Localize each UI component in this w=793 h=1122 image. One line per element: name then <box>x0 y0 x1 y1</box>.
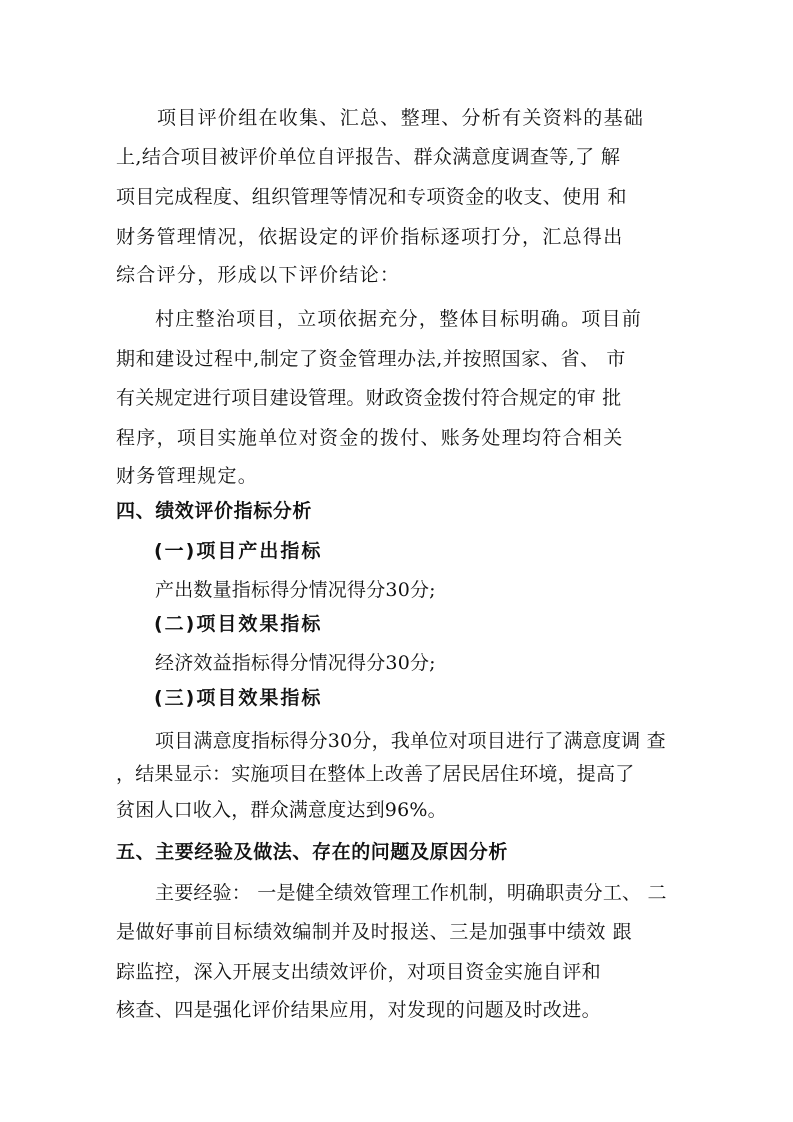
section5-line-4: 核查、四是强化评价结果应用，对发现的问题及时改进。 <box>116 999 602 1021</box>
section5-line-2: 是做好事前目标绩效编制并及时报送、三是加强事中绩效 跟 <box>116 921 633 943</box>
paragraph1-line-2: 上,结合项目被评价单位自评报告、群众满意度调查等,了 解 <box>116 146 621 168</box>
section4-sub2-heading: (二)项目效果指标 <box>154 613 323 635</box>
paragraph1-line-4: 财务管理情况，依据设定的评价指标逐项打分，汇总得出 <box>116 226 624 248</box>
section5-line-3: 踪监控，深入开展支出绩效评价，对项目资金实施自评和 <box>116 961 602 983</box>
section4-sub1-heading: (一)项目产出指标 <box>154 540 323 562</box>
paragraph2-line-4: 程序，项目实施单位对资金的拨付、账务处理均符合相关 <box>116 427 624 449</box>
section4-sub3-line-3: 贫困人口收入，群众满意度达到96%。 <box>116 799 447 821</box>
section5-line-1: 主要经验： 一是健全绩效管理工作机制，明确职责分工、 二 <box>155 882 667 904</box>
section4-sub3-heading: (三)项目效果指标 <box>154 687 323 709</box>
section5-heading: 五、主要经验及做法、存在的问题及原因分析 <box>116 841 509 863</box>
section4-sub2-text: 经济效益指标得分情况得分30分; <box>155 652 436 674</box>
section4-heading: 四、绩效评价指标分析 <box>116 500 313 522</box>
paragraph2-line-2: 期和建设过程中,制定了资金管理办法,并按照国家、省、 市 <box>116 348 626 370</box>
paragraph1-line-5: 综合评分，形成以下评价结论： <box>116 264 401 286</box>
section4-sub3-line-1: 项目满意度指标得分30分，我单位对项目进行了满意度调 查 <box>155 730 666 752</box>
section4-sub1-text: 产出数量指标得分情况得分30分; <box>155 579 436 601</box>
paragraph2-line-3: 有关规定进行项目建设管理。财政资金拨付符合规定的审 批 <box>116 387 622 409</box>
paragraph2-line-5: 财务管理规定。 <box>116 465 259 487</box>
paragraph1-line-1: 项目评价组在收集、汇总、整理、分析有关资料的基础 <box>157 107 645 129</box>
section4-sub3-line-2: ，结果显示：实施项目在整体上改善了居民居住环境，提高了 <box>116 763 635 785</box>
paragraph2-line-1: 村庄整治项目，立项依据充分，整体目标明确。项目前 <box>155 308 643 330</box>
paragraph1-line-3: 项目完成程度、组织管理等情况和专项资金的收支、使用 和 <box>116 186 627 208</box>
